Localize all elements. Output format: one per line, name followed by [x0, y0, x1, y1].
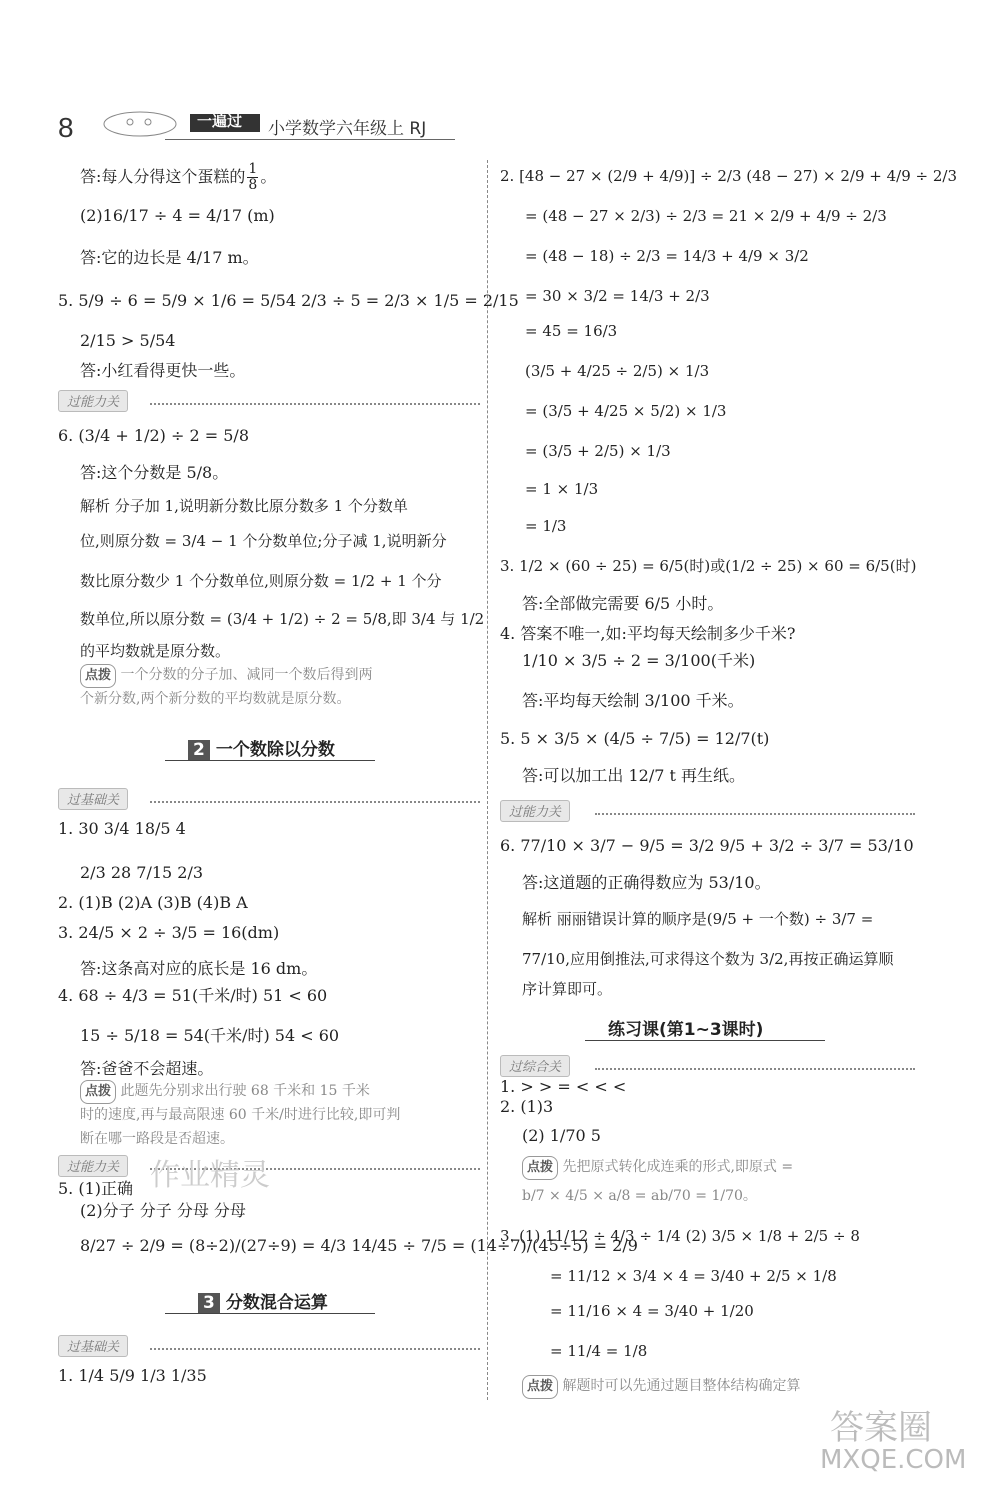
tip-block [80, 1080, 370, 1104]
problem-2: 2. (1)B (2)A (3)B (4)B A [58, 893, 248, 912]
section-title: 分数混合运算 [225, 1293, 328, 1313]
problem-6: 6. (3/4 + 1/2) ÷ 2 = 5/8 [58, 426, 249, 445]
tip-text: 时的速度,再与最高限速 60 千米/时进行比较,即可判 [80, 1107, 401, 1123]
problem-4: 4. 答案不唯一,如:平均每天绘制多少千米? [500, 624, 796, 643]
dotted-rule [150, 403, 480, 405]
solution-line: = 11/16 × 4 = 3/40 + 1/20 [550, 1302, 754, 1320]
analysis-line: 序计算即可。 [522, 980, 613, 998]
solution-line: = 30 × 3/2 = 14/3 + 2/3 [525, 287, 710, 305]
problem-3: 3. (1) 11/12 ÷ 4/3 ÷ 1/4 (2) 3/5 × 1/8 + 2/5 ÷ 8 [500, 1227, 860, 1245]
solution-line: = 1 × 1/3 [525, 480, 599, 498]
problem-5: 5. 5 × 3/5 × (4/5 ÷ 7/5) = 12/7(t) [500, 729, 770, 748]
problem-2: 2. [48 − 27 × (2/9 + 4/9)] ÷ 2/3 (48 − 27) × 2/9 + 4/9 ÷ 2/3 [500, 167, 957, 185]
solution-line: = (3/5 + 4/25 × 5/2) × 1/3 [525, 402, 727, 420]
tip-block [522, 1375, 800, 1399]
tip-text: 先把原式转化成连乘的形式,即原式 = [562, 1159, 794, 1175]
watermark-url: MXQE.COM [820, 1445, 967, 1475]
analysis-line: 解析 分子加 1,说明新分数比原分数多 1 个分数单 [80, 497, 408, 515]
solution-line: = 1/3 [525, 517, 567, 535]
section-label: 过能力关 [58, 390, 128, 412]
section-heading [188, 735, 335, 760]
logo-text: 一遍过 [197, 112, 243, 130]
problem-5: 5. 5/9 ÷ 6 = 5/9 × 1/6 = 5/54 2/3 ÷ 5 = 2/3 × 1/5 = 2/15 [58, 291, 519, 310]
problem-4: 4. 68 ÷ 4/3 = 51(千米/时) 51 < 60 [58, 986, 328, 1005]
answer-line: 答:它的边长是 4/17 m。 [80, 248, 259, 267]
analysis-line: 的平均数就是原分数。 [80, 642, 231, 660]
problem-3: 3. 24/5 × 2 ÷ 3/5 = 16(dm) [58, 923, 280, 942]
problem-5: 5. (1)正确 [58, 1179, 134, 1198]
problem-1: 1. > > = < < < [500, 1077, 627, 1096]
solution-line: = 45 = 16/3 [525, 322, 618, 340]
analysis-line: 数单位,所以原分数 = (3/4 + 1/2) ÷ 2 = 5/8,即 3/4 与 1/2 [80, 610, 485, 628]
solution-line: (2)16/17 ÷ 4 = 4/17 (m) [80, 206, 275, 225]
solution-line: = (48 − 18) ÷ 2/3 = 14/3 + 4/9 × 3/2 [525, 247, 809, 265]
problem-1: 1. 30 3/4 18/5 4 [58, 819, 186, 838]
section-heading: 练习课(第1~3课时) [608, 1020, 764, 1040]
answer-line: 答:这个分数是 5/8。 [80, 463, 229, 482]
problem-5-row2: (2)分子 分子 分母 分母 [80, 1201, 246, 1220]
comparison-line: 2/15 > 5/54 [80, 331, 176, 350]
solution-line: = (3/5 + 2/5) × 1/3 [525, 442, 671, 460]
section-heading [198, 1288, 328, 1313]
solution-line: = (48 − 27 × 2/3) ÷ 2/3 = 21 × 2/9 + 4/9 ÷ 2/3 [525, 207, 887, 225]
tip-label: 点拨 [80, 664, 116, 688]
column-divider [487, 160, 488, 1400]
section-label: 过基础关 [58, 788, 128, 810]
problem-2-row2: (2) 1/70 5 [522, 1126, 601, 1145]
tip-block [80, 664, 372, 688]
solution-line: = 11/4 = 1/8 [550, 1342, 648, 1360]
solution-line: = 11/12 × 3/4 × 4 = 3/40 + 2/5 × 1/8 [550, 1267, 837, 1285]
fraction: $\frac{1}{8}$ [248, 161, 258, 193]
section-label: 过能力关 [500, 800, 570, 822]
answer-text: 答:每人分得这个蛋糕的 [80, 167, 246, 186]
problem-6: 6. 77/10 × 3/7 − 9/5 = 3/2 9/5 + 3/2 ÷ 3/7 = 53/10 [500, 836, 914, 855]
tip-label: 点拨 [522, 1375, 558, 1399]
answer-line: 答:可以加工出 12/7 t 再生纸。 [522, 766, 746, 785]
answer-line: 答:平均每天绘制 3/100 千米。 [522, 691, 744, 710]
section-label: 过综合关 [500, 1055, 570, 1077]
section-rule [165, 1313, 375, 1314]
watermark-logo: 答案圈 [830, 1408, 932, 1448]
solution-line: (3/5 + 4/25 ÷ 2/5) × 1/3 [525, 362, 710, 380]
problem-2: 2. (1)3 [500, 1097, 554, 1116]
answer-line: 答:小红看得更快一些。 [80, 361, 246, 380]
tip-label: 点拨 [80, 1080, 116, 1104]
section-number: 2 [188, 740, 210, 760]
analysis-line: 位,则原分数 = 3/4 − 1 个分数单位;分子减 1,说明新分 [80, 532, 447, 550]
problem-3: 3. 1/2 × (60 ÷ 25) = 6/5(时)或(1/2 ÷ 25) × 60 = 6/5(时) [500, 557, 917, 575]
tip-text: b/7 × 4/5 × a/8 = ab/70 = 1/70。 [522, 1188, 757, 1204]
section-rule [165, 760, 375, 761]
dotted-rule [150, 801, 480, 803]
solution-line: 15 ÷ 5/18 = 54(千米/时) 54 < 60 [80, 1026, 340, 1045]
problem-1-row2: 2/3 28 7/15 2/3 [80, 863, 204, 882]
answer-line: 答:全部做完需要 6/5 小时。 [522, 594, 724, 613]
answer-line: 答:每人分得这个蛋糕的 $\frac{1}{8}$ 。 [80, 161, 277, 193]
tip-text: 解题时可以先通过题目整体结构确定算 [562, 1378, 801, 1394]
book-title: 小学数学六年级上 RJ [268, 119, 427, 139]
dotted-rule [150, 1348, 480, 1350]
section-label: 过能力关 [58, 1155, 128, 1177]
tip-text: 一个分数的分子加、减同一个数后得到两 [120, 667, 373, 683]
analysis-line: 77/10,应用倒推法,可求得这个数为 3/2,再按正确运算顺 [522, 950, 894, 968]
section-number: 3 [198, 1293, 220, 1313]
problem-5-row3: 8/27 ÷ 2/9 = (8÷2)/(27÷9) = 4/3 14/45 ÷ 7/5 = (14÷7)/(45÷5) = 2/9 [80, 1236, 638, 1255]
problem-1: 1. 1/4 5/9 1/3 1/35 [58, 1366, 207, 1385]
dotted-rule [595, 1068, 915, 1070]
section-title: 一个数除以分数 [215, 740, 335, 760]
solution-line: 1/10 × 3/5 ÷ 2 = 3/100(千米) [522, 651, 756, 670]
analysis-line: 数比原分数少 1 个分数单位,则原分数 = 1/2 + 1 个分 [80, 572, 442, 590]
tip-label: 点拨 [522, 1156, 558, 1180]
tip-block [522, 1156, 793, 1180]
dotted-rule [595, 813, 915, 815]
tip-text: 断在哪一路段是否超速。 [80, 1131, 234, 1147]
tip-text: 此题先分别求出行驶 68 千米和 15 千米 [120, 1083, 370, 1099]
answer-line: 答:这道题的正确得数应为 53/10。 [522, 873, 771, 892]
tip-text: 个新分数,两个新分数的平均数就是原分数。 [80, 691, 351, 707]
header-rule [165, 139, 455, 140]
analysis-line: 解析 丽丽错误计算的顺序是(9/5 + 一个数) ÷ 3/7 = [522, 910, 874, 928]
answer-line: 答:爸爸不会超速。 [80, 1059, 214, 1078]
answer-line: 答:这条高对应的底长是 16 dm。 [80, 959, 318, 978]
section-label: 过基础关 [58, 1335, 128, 1357]
section-rule [585, 1040, 825, 1041]
page-number: 8 [58, 112, 74, 143]
watermark-text: 作业精灵 [150, 1158, 270, 1193]
